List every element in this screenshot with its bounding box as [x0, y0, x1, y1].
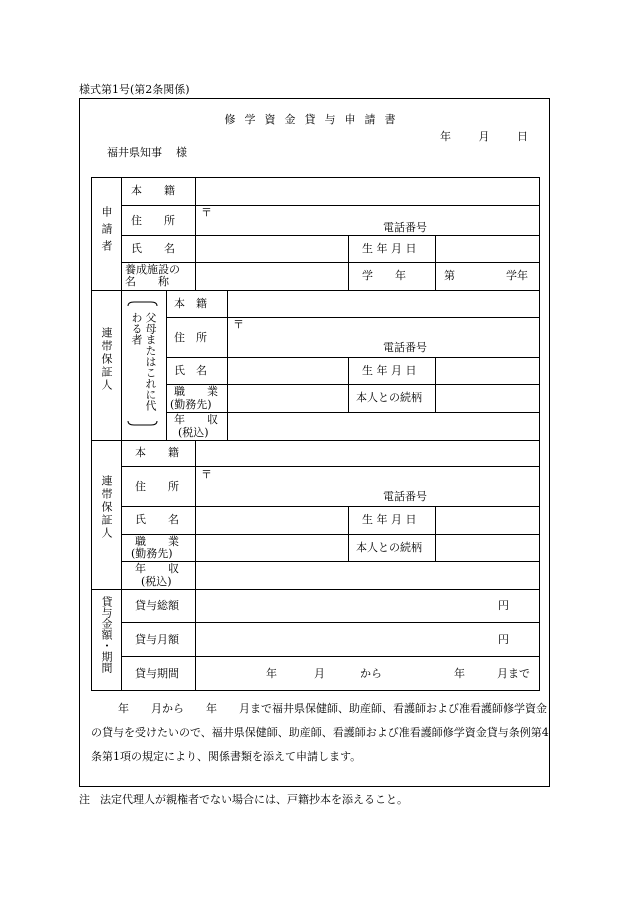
date-day: 日 — [517, 130, 528, 143]
loan-period-from: から — [360, 667, 382, 680]
guarantor1-job-label-2: (勤務先) — [170, 398, 212, 411]
loan-section-label: 貸与金額・期間 — [100, 596, 113, 673]
guarantor1-address-label: 住 所 — [174, 331, 207, 344]
guarantor2-postal-mark: 〒 — [201, 468, 212, 481]
guarantor2-job-label-1: 職 業 — [135, 535, 179, 548]
guarantor2-relation-label: 本人との続柄 — [356, 541, 422, 554]
footnote-text: 法定代理人が親権者でない場合には、戸籍抄本を添えること。 — [100, 793, 408, 806]
guarantor1-income-label-1: 年 収 — [174, 413, 218, 426]
guarantor2-section-label: 連帯保証人 — [100, 475, 113, 540]
guarantor1-phone-label: 電話番号 — [383, 341, 427, 354]
applicant-grade-suffix: 学年 — [506, 269, 528, 282]
addressee-name: 福井県知事 — [107, 146, 162, 159]
loan-period-year2: 年 — [454, 667, 465, 680]
guarantor1-job-label-1: 職 業 — [174, 385, 218, 398]
applicant-school-label-1: 養成施設の — [125, 263, 180, 276]
guarantor2-birth-label: 生 年 月 日 — [362, 513, 417, 526]
guarantor2-job-label-2: (勤務先) — [131, 547, 173, 560]
applicant-birth-label: 生 年 月 日 — [362, 242, 417, 255]
loan-monthly-label: 貸与月額 — [135, 633, 179, 646]
applicant-section-label: 申請者 — [100, 206, 113, 257]
guarantor2-income-label-2: (税込) — [141, 575, 172, 588]
loan-period-until: 月まで — [497, 667, 530, 680]
guarantor1-name-label: 氏 名 — [174, 364, 207, 377]
footnote — [79, 791, 408, 807]
guarantor1-section-label: 連帯保証人 — [100, 327, 113, 392]
addressee-honorific: 様 — [176, 146, 187, 159]
loan-monthly-yen: 円 — [498, 633, 509, 646]
guarantor1-honseki-label: 本 籍 — [174, 297, 207, 310]
applicant-phone-label: 電話番号 — [383, 221, 427, 234]
form-number-label: 様式第1号(第2条関係) — [79, 83, 190, 96]
guarantor1-relation-label: 本人との続柄 — [356, 391, 422, 404]
loan-total-yen: 円 — [498, 599, 509, 612]
guarantor2-income-label-1: 年 収 — [135, 562, 179, 575]
guarantor1-birth-label: 生 年 月 日 — [362, 364, 417, 377]
declaration-text: 年 月から 年 月まで福井県保健師、助産師、看護師および准看護師修学資金の貸与を受けたいので、福井県保健師、助産師、看護師および准看護師修学資金貸与条例第4条第1項の規定により、関係書類を添えて申請します。 — [91, 702, 549, 763]
guarantor2-honseki-label: 本 籍 — [135, 446, 179, 459]
loan-period-label: 貸与期間 — [135, 667, 179, 680]
loan-total-label: 貸与総額 — [135, 599, 179, 612]
applicant-honseki-label: 本 籍 — [131, 184, 175, 197]
guarantor1-postal-mark: 〒 — [233, 318, 244, 331]
applicant-address-label: 住 所 — [131, 214, 175, 227]
applicant-postal-mark: 〒 — [201, 206, 212, 219]
date-year: 年 — [440, 130, 451, 143]
guarantor2-address-label: 住 所 — [135, 480, 179, 493]
guarantor1-note: 父母またはこれに代わる者 — [130, 312, 157, 411]
guarantor1-income-label-2: (税込) — [178, 426, 209, 439]
applicant-school-label-2: 名 称 — [125, 275, 169, 288]
footnote-mark: 注 — [79, 793, 90, 806]
applicant-name-label: 氏 名 — [131, 242, 175, 255]
date-month: 月 — [478, 130, 490, 143]
applicant-grade-prefix: 第 — [444, 269, 455, 282]
loan-period-month: 月 — [314, 667, 325, 680]
guarantor2-name-label: 氏 名 — [135, 513, 179, 526]
loan-period-year: 年 — [266, 667, 277, 680]
form-title: 修学資金貸与申請書 — [224, 113, 405, 126]
applicant-grade-label: 学 年 — [362, 269, 406, 282]
guarantor2-phone-label: 電話番号 — [383, 490, 427, 503]
